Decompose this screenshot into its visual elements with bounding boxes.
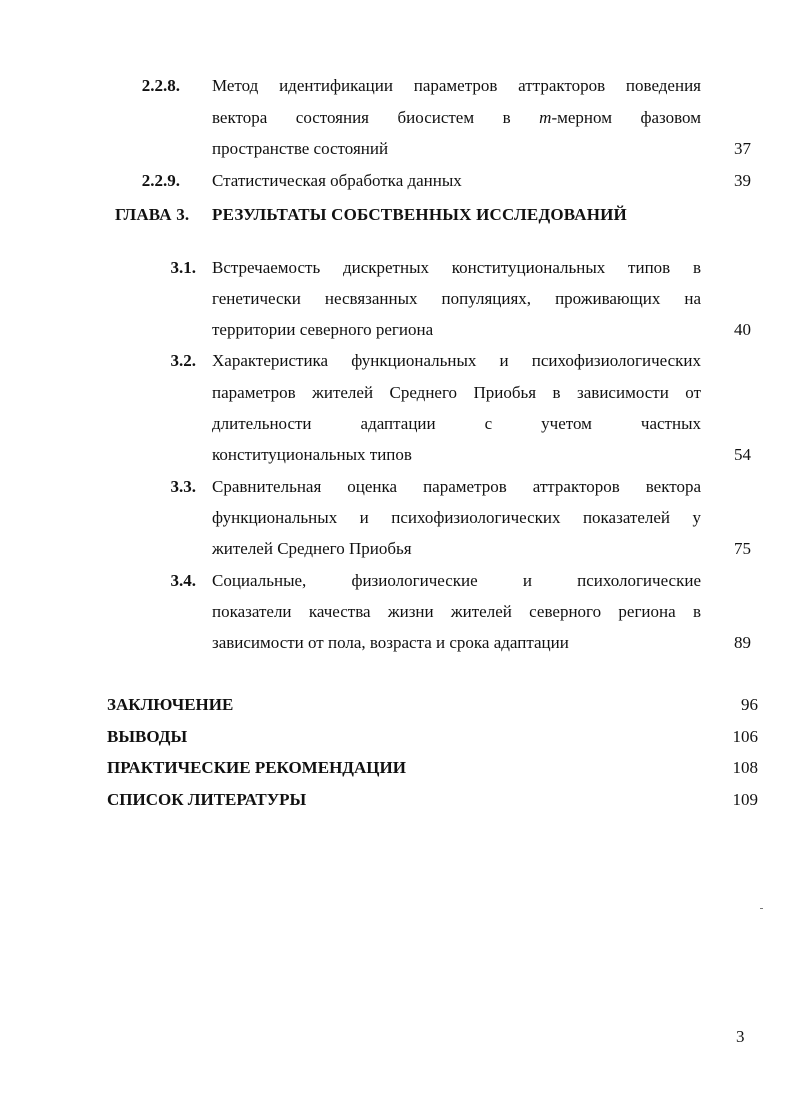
entry-page-number: 75 [734, 539, 751, 558]
entry-page-number: 37 [734, 139, 751, 158]
section-page-number: 108 [732, 758, 758, 777]
entry-line: Сравнительная оценка параметров аттракторов вектора [212, 477, 701, 496]
entry-line: Характеристика функциональных и психофизиологических [212, 351, 701, 370]
page-number: 3 [736, 1027, 745, 1046]
entry-line: Социальные, физиологические и психологические [212, 571, 701, 590]
entry-line: генетически несвязанных популяциях, проживающих на [212, 289, 701, 308]
entry-line: жителей Среднего Приобья [212, 539, 412, 558]
entry-number: 2.2.8. [141, 76, 180, 95]
entry-line: Встречаемость дискретных конституциональных типов в [212, 258, 701, 277]
entry-line: параметров жителей Среднего Приобья в зависимости от [212, 383, 701, 402]
entry-page-number: 39 [734, 171, 751, 190]
scan-speck [760, 908, 763, 909]
entry-line: вектора состояния биосистем в m-мерном фазовом [212, 108, 701, 127]
chapter-heading [115, 205, 627, 225]
entry-number: 3.2. [170, 351, 196, 370]
chapter-number: ГЛАВА 3. [115, 205, 190, 224]
chapter-title: РЕЗУЛЬТАТЫ СОБСТВЕННЫХ ИССЛЕДОВАНИЙ [212, 205, 627, 224]
section-page-number: 106 [732, 727, 758, 746]
entry-line: зависимости от пола, возраста и срока адаптации [212, 633, 569, 652]
section-page-number: 109 [732, 790, 758, 809]
section-title: ПРАКТИЧЕСКИЕ РЕКОМЕНДАЦИИ [107, 758, 406, 777]
section-title: ВЫВОДЫ [107, 727, 188, 746]
entry-line: показатели качества жизни жителей северного региона в [212, 602, 701, 621]
section-title: СПИСОК ЛИТЕРАТУРЫ [107, 790, 307, 809]
entry-number: 2.2.9. [141, 171, 180, 190]
entry-line: конституциональных типов [212, 445, 412, 464]
section-page-number: 96 [741, 695, 758, 714]
entry-page-number: 89 [734, 633, 751, 652]
entry-page-number: 40 [734, 320, 751, 339]
entry-number: 3.3. [170, 477, 196, 496]
entry-line: Статистическая обработка данных [212, 171, 462, 190]
entry-line: функциональных и психофизиологических показателей у [212, 508, 701, 527]
entry-number: 3.1. [170, 258, 196, 277]
entry-page-number: 54 [734, 445, 751, 464]
section-title: ЗАКЛЮЧЕНИЕ [107, 695, 234, 714]
entry-number: 3.4. [170, 571, 196, 590]
entry-line: территории северного региона [212, 320, 434, 339]
entry-line: Метод идентификации параметров аттракторов поведения [212, 76, 701, 95]
entry-line: пространстве состояний [212, 139, 389, 158]
entry-line: длительности адаптации с учетом частных [212, 414, 701, 433]
